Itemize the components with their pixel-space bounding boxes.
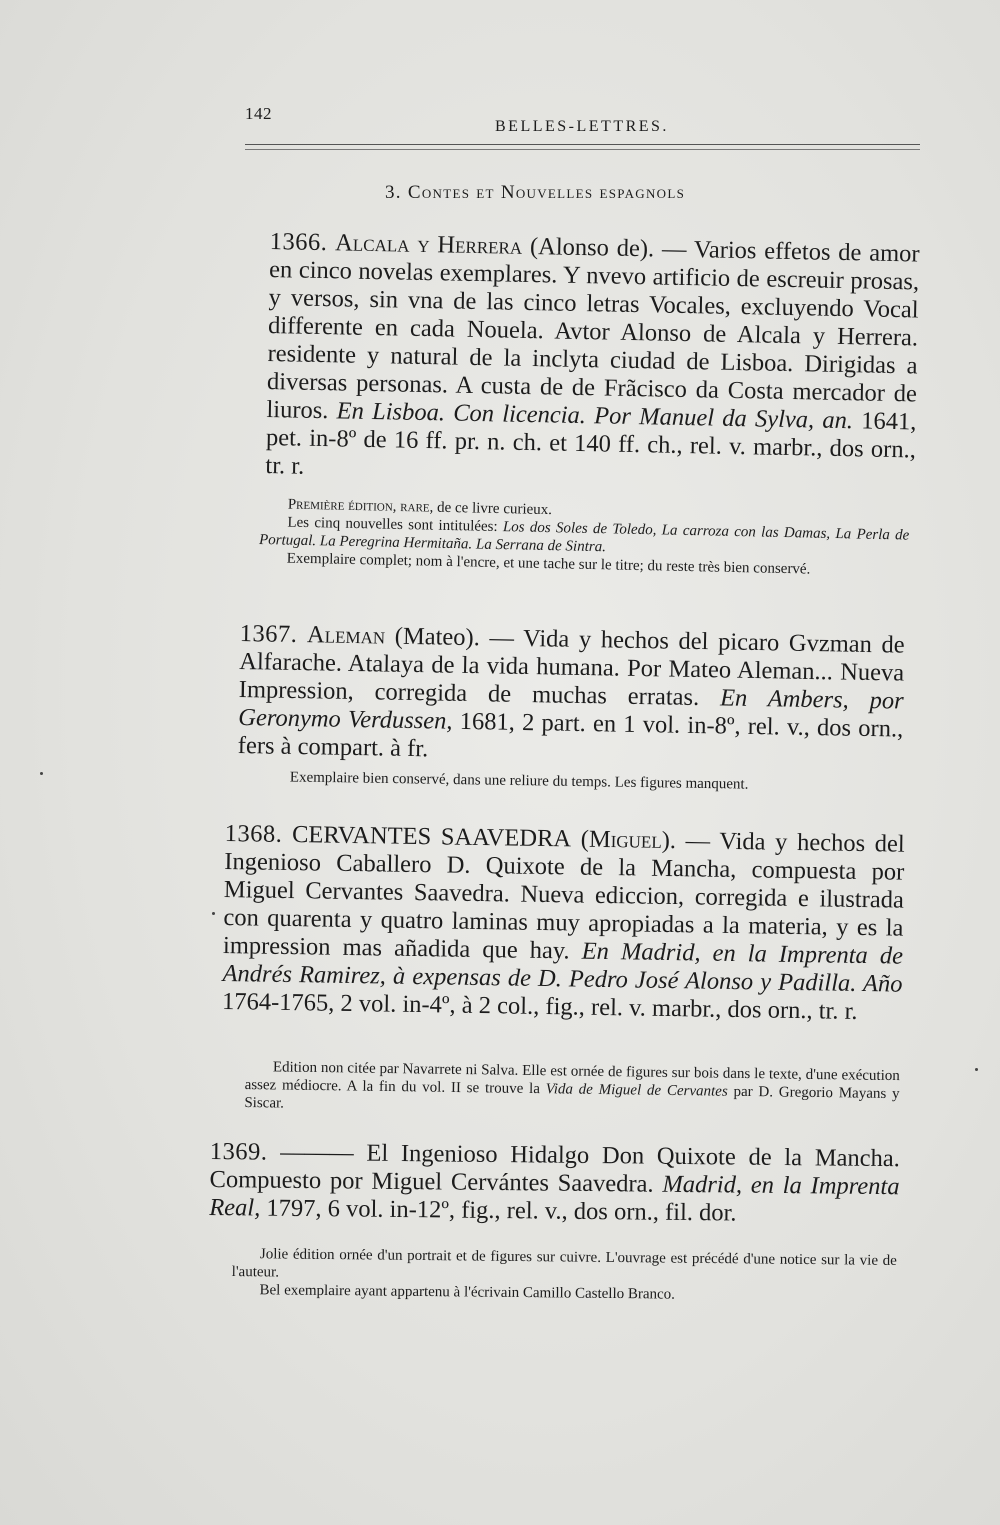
note-emphasis: Première édition, rare,: [287, 496, 434, 516]
entry-imprint: Madrid, en la Imprenta Real,: [209, 1170, 900, 1222]
entry-note-1369: [231, 1245, 897, 1306]
note-text: Les cinq nouvelles sont intitulées:: [287, 514, 504, 536]
note-text: Jolie édition ornée d'un portrait et de figures sur cuivre. L'ouvrage est précédé d'une notice sur la vie de l'auteur.: [231, 1246, 897, 1281]
note-text: Exemplaire complet; nom à l'encre, et une tache sur le titre; du reste très bien conservé.: [286, 550, 811, 578]
entry-number: 1367.: [239, 620, 298, 649]
entry-imprint: En Ambers, por Geronymo Verdussen,: [238, 684, 904, 735]
entry-text: — Vida y hechos del Ingenioso Caballero D. Quixote de la Mancha, compuesta por Miguel Cervantes Saavedra. Nueva ediccion, corregida e ilustrada con quarenta y quatro laminas muy apropiadas a la materia, y es la impression mas añadida que hay.: [222, 827, 905, 965]
header-rule-secondary: [245, 149, 920, 150]
paper-speck: [975, 1068, 978, 1071]
entry-note-1367: [262, 768, 892, 796]
running-title: BELLES-LETTRES.: [495, 118, 669, 135]
catalog-entry-1368: [222, 820, 905, 1027]
entry-number: 1368.: [224, 820, 283, 848]
catalog-entry-1369: [209, 1138, 900, 1229]
entry-collation: 1797, 6 vol. in-12º, fig., rel. v., dos orn., fil. dor.: [260, 1194, 737, 1227]
section-heading: 3. Contes et Nouvelles espagnols: [385, 182, 686, 203]
page-header: [245, 100, 920, 146]
note-titles: Los dos Soles de Toledo, La carroza con las Damas, La Perla de Portugal. La Peregrina Hermitaña. La Serrana de Sintra.: [258, 519, 910, 556]
paper-speck: [40, 772, 43, 775]
note-text: de ce livre curieux.: [433, 499, 553, 519]
entry-number: 1369.: [209, 1138, 268, 1166]
entry-collation: 1681, 2 part. en 1 vol. in-8º, rel. v., dos orn., fers à compart. à fr.: [237, 707, 904, 763]
note-title: Vida de Miguel de Cervantes: [545, 1081, 728, 1100]
note-text: Exemplaire bien conservé, dans une reliure du temps. Les figures manquent.: [289, 769, 749, 793]
entry-imprint: En Madrid, en la Imprenta de Andrés Ramirez, à expensas de D. Pedro José Alonso y Padilla. Año: [222, 937, 904, 998]
ditto-dash: ———: [267, 1138, 367, 1167]
entry-author: CERVANTES SAAVEDRA: [291, 821, 572, 853]
note-text: par D. Gregorio Mayans y Siscar.: [244, 1083, 900, 1112]
entry-note-1366: [258, 495, 909, 581]
entry-author-first: (Miguel).: [570, 825, 677, 855]
entry-number: 1366.: [269, 228, 328, 257]
entry-text: El Ingenioso Hidalgo Don Quixote de la Mancha. Compuesto por Miguel Cervántes Saavedra.: [209, 1139, 900, 1198]
entry-author: Aleman: [306, 621, 386, 650]
catalog-entry-1366: [265, 228, 920, 492]
page-number: 142: [245, 104, 272, 123]
entry-note-1368: [244, 1058, 900, 1121]
paper-speck: [212, 912, 215, 915]
note-text: Edition non citée par Navarrete ni Salva. Elle est ornée de figures sur bois dans le texte, d'une exécution assez médiocre. A la fin du vol. II se trouve la: [244, 1059, 900, 1098]
entry-collation: 1764-1765, 2 vol. in-4º, à 2 col., fig., rel. v. marbr., dos orn., tr. r.: [221, 987, 858, 1025]
header-rule: [245, 144, 920, 145]
catalog-entry-1367: [238, 620, 905, 772]
entry-author: Alcala y Herrera: [334, 229, 523, 260]
entry-imprint: En Lisboa. Con licencia. Por Manuel da Sylva, an.: [336, 397, 854, 435]
entry-collation: 1641, pet. in-8º de 16 ff. pr. n. ch. et 140 ff. ch., rel. v. marbr., dos orn., tr. r.: [265, 407, 917, 480]
entry-text: (Mateo). — Vida y hechos del picaro Gvzman de Alfarache. Atalaya de la vida humana. Por Mateo Aleman... Nueva Impression, corregida de muchas erratas.: [238, 622, 905, 712]
entry-text: (Alonso de). — Varios effetos de amor en cinco novelas exemplares. Y nvevo artificio de escreuir prosas, y versos, sin vna de las cinco letras Vocales, excluyendo Vocal differente en cada Nouela. Avtor Alonso de Alcala y Herrera. residente y natural de la inclyta ciudad de Lisboa. Dirigidas a diversas personas. A custa de de Frãcisco da Costa mercador de liuros.: [266, 232, 920, 425]
note-text: Bel exemplaire ayant appartenu à l'écrivain Camillo Castello Branco.: [259, 1282, 676, 1303]
